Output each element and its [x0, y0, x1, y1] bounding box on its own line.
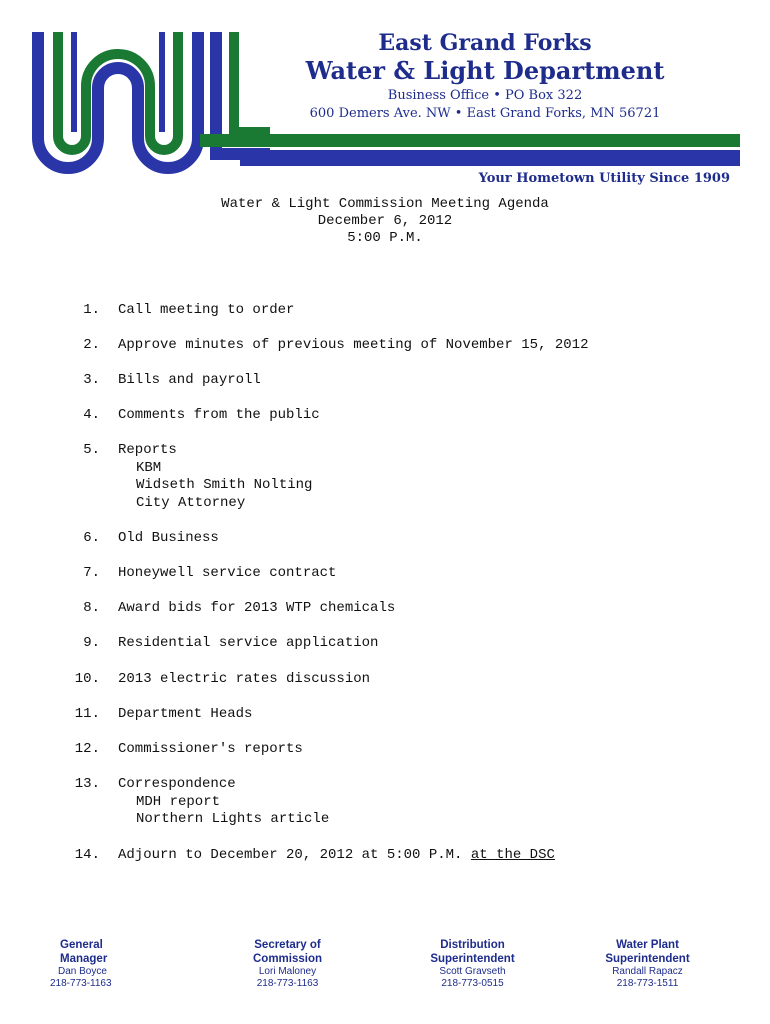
item-number: 2.: [83, 337, 100, 353]
contact-water-plant: [585, 938, 710, 990]
address-line2: 600 Demers Ave. NW • East Grand Forks, MN 56721: [309, 106, 661, 121]
contact-person: Dan Boyce: [58, 966, 107, 977]
item-text: 2013 electric rates discussion: [118, 671, 371, 687]
item-number: 4.: [83, 407, 100, 423]
item-subitem: Northern Lights article: [136, 811, 330, 827]
contact-person: Lori Maloney: [258, 966, 317, 977]
blue-header-bar: [240, 150, 740, 166]
logo-l-green-stroke: [234, 32, 270, 132]
item-text: Call meeting to order: [118, 302, 295, 318]
contact-title-line2: Superintendent: [605, 953, 690, 965]
green-header-bar: [200, 134, 740, 147]
org-name-line1: East Grand Forks: [378, 30, 592, 56]
contact-person: Randall Rapacz: [612, 966, 683, 977]
organization-header: [300, 30, 670, 123]
agenda-heading: [180, 196, 590, 247]
item-number: 11.: [74, 706, 100, 722]
contact-phone: 218-773-0515: [441, 978, 504, 989]
item-number: 3.: [83, 372, 100, 388]
item-number: 7.: [83, 565, 100, 581]
item-text: Comments from the public: [118, 407, 320, 423]
item-text: Honeywell service contract: [118, 565, 337, 581]
agenda-title: Water & Light Commission Meeting Agenda: [221, 196, 549, 212]
item-text: [118, 847, 555, 863]
item-text: Award bids for 2013 WTP chemicals: [118, 600, 396, 616]
item-number: 1.: [83, 302, 100, 318]
item-subitem: MDH report: [136, 794, 221, 810]
contact-person: Scott Gravseth: [439, 966, 506, 977]
agenda-date: December 6, 2012: [317, 213, 453, 229]
item-text: Reports: [118, 442, 177, 458]
item-number: 9.: [83, 635, 100, 651]
item-subitem: KBM: [136, 460, 162, 476]
contact-title-line1: Secretary of: [254, 939, 321, 951]
item-number: 6.: [83, 530, 100, 546]
contact-distribution: [410, 938, 535, 990]
contact-title-line2: Commission: [252, 953, 322, 965]
slogan: Your Hometown Utility Since 1909: [478, 171, 730, 186]
contact-phone: 218-773-1511: [616, 978, 679, 989]
wl-logo: [30, 28, 270, 178]
address-line1: Business Office • PO Box 322: [387, 88, 583, 103]
contact-title-line1: General: [60, 939, 103, 951]
item-subitem: Widseth Smith Nolting: [136, 477, 313, 493]
contact-secretary: [230, 938, 345, 990]
item-number: 5.: [83, 442, 100, 458]
item-text: Commissioner's reports: [118, 741, 303, 757]
item-text: Residential service application: [118, 635, 379, 651]
item-text: Correspondence: [118, 776, 236, 792]
item-number: 13.: [74, 776, 100, 792]
item-number: 8.: [83, 600, 100, 616]
agenda-time: 5:00 P.M.: [347, 230, 423, 246]
item-number: 14.: [74, 847, 100, 863]
contact-title-line1: Distribution: [440, 939, 505, 951]
item-text: Old Business: [118, 530, 219, 546]
contact-phone: 218-773-1163: [256, 978, 319, 989]
item-text-underlined: at the DSC: [470, 847, 555, 863]
item-text: Bills and payroll: [118, 372, 261, 388]
org-name-line2: Water & Light Department: [305, 56, 665, 85]
item-text-main: Adjourn to December 20, 2012 at 5:00 P.M.: [118, 847, 463, 863]
item-number: 12.: [74, 741, 100, 757]
contact-general-manager: [50, 938, 155, 990]
contact-title-line1: Water Plant: [616, 939, 679, 951]
contact-title-line2: Superintendent: [430, 953, 515, 965]
contact-phone: 218-773-1163: [50, 978, 112, 989]
item-text: Approve minutes of previous meeting of November 15, 2012: [118, 337, 589, 353]
contact-title-line2: Manager: [60, 953, 108, 965]
item-text: Department Heads: [118, 706, 253, 722]
item-subitem: City Attorney: [136, 495, 246, 511]
item-number: 10.: [74, 671, 100, 687]
